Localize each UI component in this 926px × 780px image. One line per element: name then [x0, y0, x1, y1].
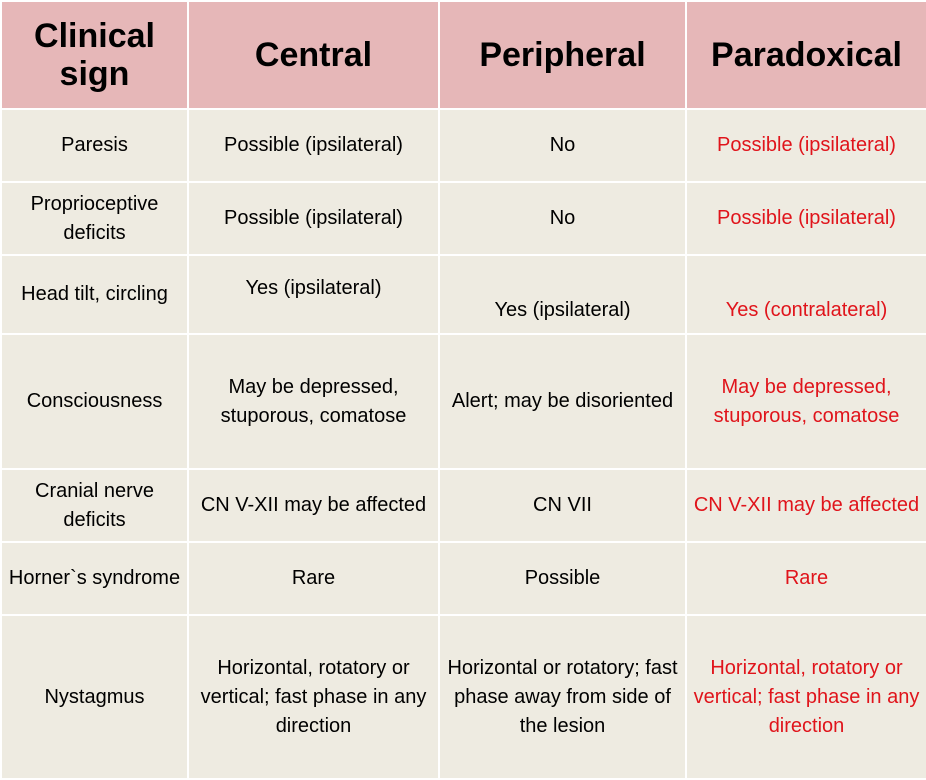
sign-cell: Proprioceptive deficits — [1, 182, 188, 255]
table-row — [1, 615, 926, 779]
peripheral-cell: Horizontal or rotatory; fast phase away from side of the lesion — [439, 615, 686, 779]
header-peripheral: Peripheral — [439, 1, 686, 109]
central-cell: Possible (ipsilateral) — [188, 182, 439, 255]
table-row — [1, 334, 926, 469]
table-row — [1, 182, 926, 255]
paradoxical-cell: Rare — [686, 542, 926, 615]
table-row — [1, 255, 926, 334]
table-row — [1, 469, 926, 542]
peripheral-cell: Alert; may be disoriented — [439, 334, 686, 469]
central-cell: Possible (ipsilateral) — [188, 109, 439, 182]
sign-cell: Horner`s syndrome — [1, 542, 188, 615]
table-row — [1, 542, 926, 615]
paradoxical-cell: Yes (contralateral) — [686, 255, 926, 334]
sign-cell: Paresis — [1, 109, 188, 182]
sign-cell: Cranial nerve deficits — [1, 469, 188, 542]
peripheral-cell: CN VII — [439, 469, 686, 542]
central-cell: Rare — [188, 542, 439, 615]
peripheral-cell: Yes (ipsilateral) — [439, 255, 686, 334]
header-paradoxical: Paradoxical — [686, 1, 926, 109]
sign-cell: Consciousness — [1, 334, 188, 469]
peripheral-cell: No — [439, 182, 686, 255]
table-row — [1, 109, 926, 182]
paradoxical-cell: CN V-XII may be affected — [686, 469, 926, 542]
paradoxical-cell: May be depressed, stuporous, comatose — [686, 334, 926, 469]
header-row — [1, 1, 926, 109]
sign-cell: Head tilt, circling — [1, 255, 188, 334]
central-cell: Horizontal, rotatory or vertical; fast phase in any direction — [188, 615, 439, 779]
peripheral-cell: No — [439, 109, 686, 182]
peripheral-cell: Possible — [439, 542, 686, 615]
central-cell: CN V-XII may be affected — [188, 469, 439, 542]
central-cell: May be depressed, stuporous, comatose — [188, 334, 439, 469]
central-cell: Yes (ipsilateral) — [188, 255, 439, 334]
paradoxical-cell: Horizontal, rotatory or vertical; fast phase in any direction — [686, 615, 926, 779]
header-clinical-sign: Clinical sign — [1, 1, 188, 109]
paradoxical-cell: Possible (ipsilateral) — [686, 109, 926, 182]
sign-cell: Nystagmus — [1, 615, 188, 779]
header-central: Central — [188, 1, 439, 109]
paradoxical-cell: Possible (ipsilateral) — [686, 182, 926, 255]
